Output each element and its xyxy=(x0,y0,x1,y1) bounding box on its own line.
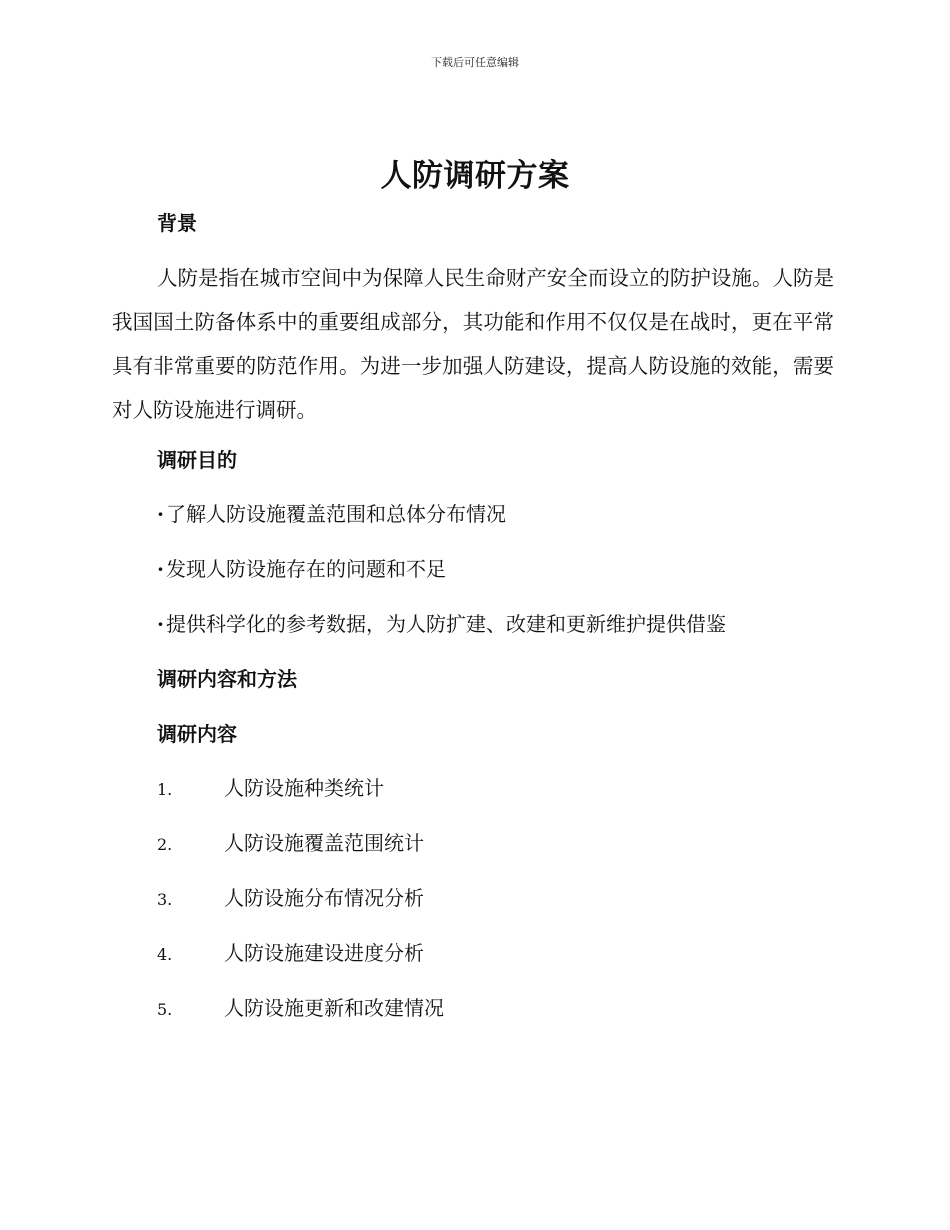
item-text: 人防设施种类统计 xyxy=(224,776,384,800)
section-heading-background: 背景 xyxy=(157,211,197,235)
bullet-icon: · xyxy=(157,612,164,636)
item-number: 3. xyxy=(157,890,173,909)
numbered-item xyxy=(157,937,424,966)
bullet-icon: · xyxy=(157,557,164,581)
list-item xyxy=(157,498,506,527)
bullet-icon: · xyxy=(157,502,164,526)
list-item-text: 发现人防设施存在的问题和不足 xyxy=(165,557,446,581)
background-paragraph: 人防是指在城市空间中为保障人民生命财产安全而设立的防护设施。人防是我国国土防备体系中的重要组成部分，其功能和作用不仅仅是在战时，更在平常具有非常重要的防范作用。为进一步加强人防建设，提高人防设施的效能，需要对人防设施进行调研。 xyxy=(112,266,834,422)
list-item xyxy=(157,553,446,582)
numbered-item xyxy=(157,827,424,856)
item-number: 1. xyxy=(157,780,173,799)
item-number: 5. xyxy=(157,1000,173,1019)
item-text: 人防设施更新和改建情况 xyxy=(224,996,444,1020)
item-text: 人防设施建设进度分析 xyxy=(224,941,424,965)
section-heading-content-method: 调研内容和方法 xyxy=(157,667,297,691)
document-title: 人防调研方案 xyxy=(380,158,570,194)
numbered-item xyxy=(157,772,384,801)
list-item-text: 提供科学化的参考数据，为人防扩建、改建和更新维护提供借鉴 xyxy=(165,612,726,636)
list-item xyxy=(157,608,726,637)
item-text: 人防设施分布情况分析 xyxy=(224,886,424,910)
item-text: 人防设施覆盖范围统计 xyxy=(224,831,424,855)
numbered-item xyxy=(157,882,424,911)
item-number: 4. xyxy=(157,945,173,964)
item-number: 2. xyxy=(157,835,173,854)
section-heading-purpose: 调研目的 xyxy=(157,448,237,472)
subsection-heading-content: 调研内容 xyxy=(157,722,237,746)
numbered-item xyxy=(157,992,444,1021)
list-item-text: 了解人防设施覆盖范围和总体分布情况 xyxy=(165,502,506,526)
header-note: 下载后可任意编辑 xyxy=(431,56,519,69)
